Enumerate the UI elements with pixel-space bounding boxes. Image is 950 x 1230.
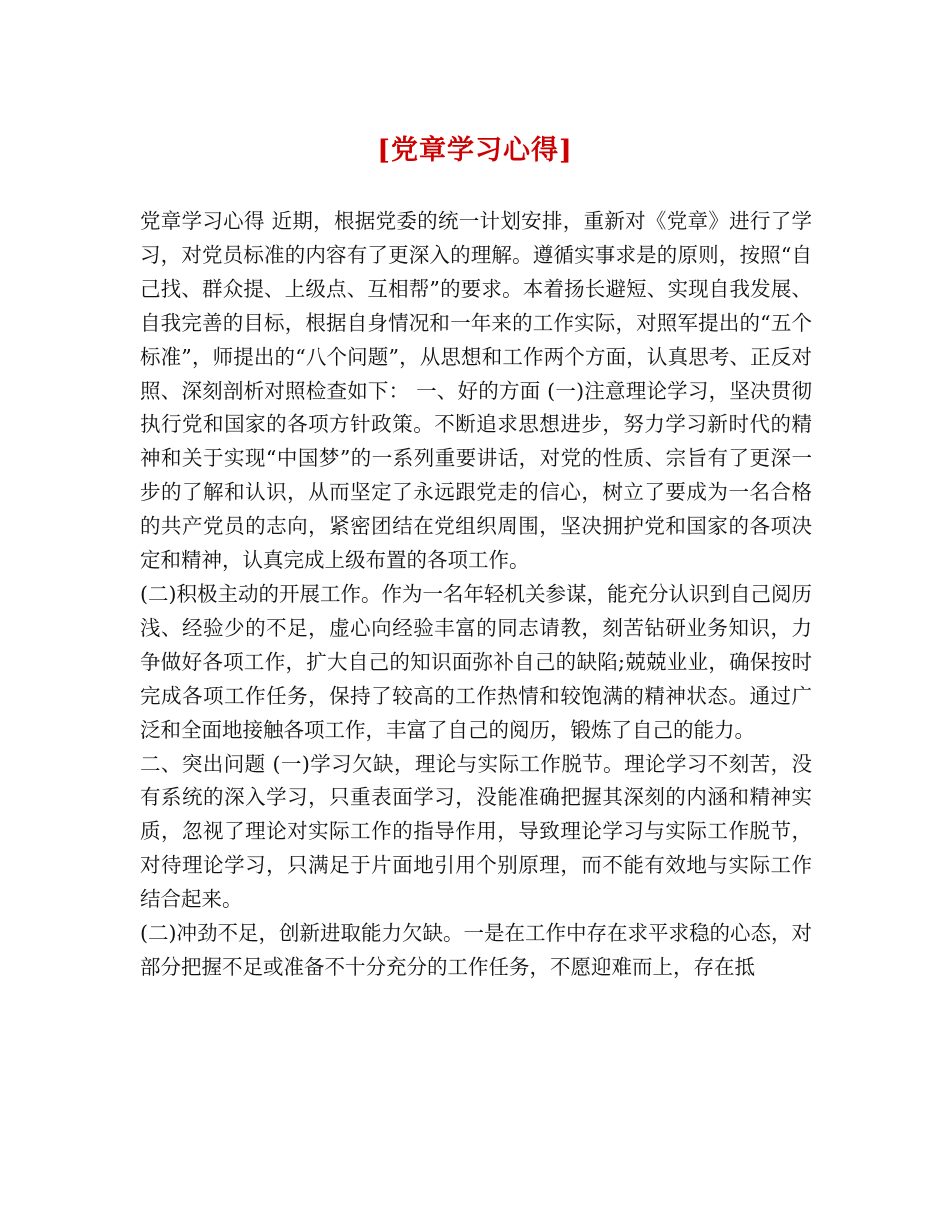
- paragraph-1: 党章学习心得 近期，根据党委的统一计划安排，重新对《党章》进行了学习，对党员标准的内容有了更深入的理解。遵循实事求是的原则，按照“自己找、群众提、上级点、互相帮”的要求。本着扬长避短、实现自我发展、自我完善的目标，根据自身情况和一年来的工作实际，对照军提出的“五个标准”，师提出的“八个问题”，从思想和工作两个方面，认真思考、正反对照、深刻剖析对照检查如下： 一、好的方面 (一)注意理论学习，坚决贯彻执行党和国家的各项方针政策。不断追求思想进步，努力学习新时代的精神和关于实现“中国梦”的一系列重要讲话，对党的性质、宗旨有了更深一步的了解和认识，从而坚定了永远跟党走的信心，树立了要成为一名合格的共产党员的志向，紧密团结在党组织周围，坚决拥护党和国家的各项决定和精神，认真完成上级布置的各项工作。: [140, 209, 812, 573]
- document-body: [140, 205, 812, 985]
- paragraph-4: (二)冲劲不足，创新进取能力欠缺。一是在工作中存在求平求稳的心态，对部分把握不足或准备不十分充分的工作任务，不愿迎难而上，存在抵: [140, 921, 812, 979]
- paragraph-2: (二)积极主动的开展工作。作为一名年轻机关参谋，能充分认识到自己阅历浅、经验少的不足，虚心向经验丰富的同志请教，刻苦钻研业务知识，力争做好各项工作，扩大自己的知识面弥补自己的缺陷;兢兢业业，确保按时完成各项工作任务，保持了较高的工作热情和较饱满的精神状态。通过广泛和全面地接触各项工作，丰富了自己的阅历，锻炼了自己的能力。: [140, 581, 812, 742]
- paragraph-3: 二、突出问题 (一)学习欠缺，理论与实际工作脱节。理论学习不刻苦，没有系统的深入学习，只重表面学习，没能准确把握其深刻的内涵和精神实质，忽视了理论对实际工作的指导作用，导致理论学习与实际工作脱节，对待理论学习，只满足于片面地引用个别原理，而不能有效地与实际工作结合起来。: [140, 751, 812, 912]
- document-title: [党章学习心得]: [377, 135, 573, 166]
